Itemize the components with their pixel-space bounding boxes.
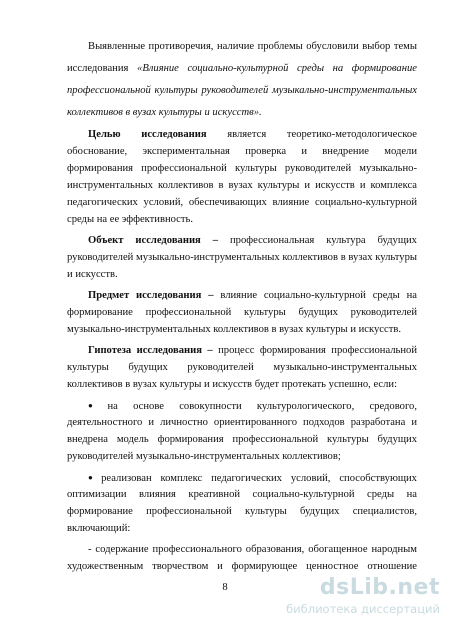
text-line: обоснование, экспериментальная проверка и внедрение модели — [67, 146, 417, 157]
bullet-icon: ● — [88, 473, 100, 482]
text-line: педагогических условий, обеспечивающих влияние социально-культурной — [67, 197, 417, 208]
text-line: руководителей музыкально-инструментальных коллективов; — [67, 451, 341, 462]
text-line: коллективов в вузах культуры и искусств». — [67, 107, 262, 118]
text-line: исследования «Влияние социально-культурной среды на формирование — [67, 63, 417, 74]
watermark-subtitle: библиотека диссертаций — [286, 602, 440, 616]
text-line: культуры будущих руководителей музыкально-инструментальных — [67, 362, 417, 373]
watermark-logo: dsLib.net — [319, 575, 440, 600]
hypothesis-line: Гипотеза исследования – процесс формирования профессиональной — [88, 345, 417, 356]
text-line: Выявленные противоречия, наличие проблемы обусловили выбор темы — [88, 41, 417, 52]
bullet-item: ● реализован комплекс педагогических условий, способствующих — [88, 473, 417, 484]
text-line: руководителей музыкально-инструментальных коллективов в вузах культуры — [67, 252, 417, 263]
text-line: инструментальных коллективов в вузах культуры и искусств и комплекса — [67, 180, 417, 191]
bullet-item: ● на основе совокупности культурологического, средового, — [88, 401, 417, 412]
text-line: внедрена модель формирования профессиональной культуры будущих — [67, 434, 417, 445]
text-line: и искусств. — [67, 269, 118, 280]
text-line: среды на ее эффективность. — [67, 214, 193, 225]
text-line: музыкально-инструментальных коллективов в вузах культуры и искусств. — [67, 324, 401, 335]
bullet-icon: ● — [88, 401, 106, 410]
text-line: оптимизации влияния креативной социально-культурной среды на — [67, 489, 417, 500]
text-line: коллективов в вузах культуры и искусств будет протекать успешно, если: — [67, 379, 398, 390]
text-line: деятельностного и личностно ориентированного подходов разработана и — [67, 417, 417, 428]
text-line: художественным творчеством и формирующее ценностное отношение — [67, 561, 417, 572]
text-line: формирования профессиональной культуры руководителей музыкально- — [67, 163, 417, 174]
text-line: профессиональной культуры руководителей музыкально-инструментальных — [67, 85, 417, 96]
text-line: формирование профессиональной культуры будущих руководителей — [67, 307, 417, 318]
text-line: - содержание профессионального образования, обогащенное народным — [88, 544, 417, 555]
watermark — [260, 575, 440, 619]
object-line: Объект исследования – профессиональная культура будущих — [88, 235, 417, 246]
page-number: 8 — [222, 582, 228, 593]
text-line: включающий: — [67, 523, 131, 534]
goal-line: Целью исследования является теоретико-методологическое — [88, 129, 417, 140]
text-line: формирование профессиональной культуры будущих специалистов, — [67, 506, 417, 517]
subject-line: Предмет исследования – влияние социально-культурной среды на — [88, 290, 417, 301]
